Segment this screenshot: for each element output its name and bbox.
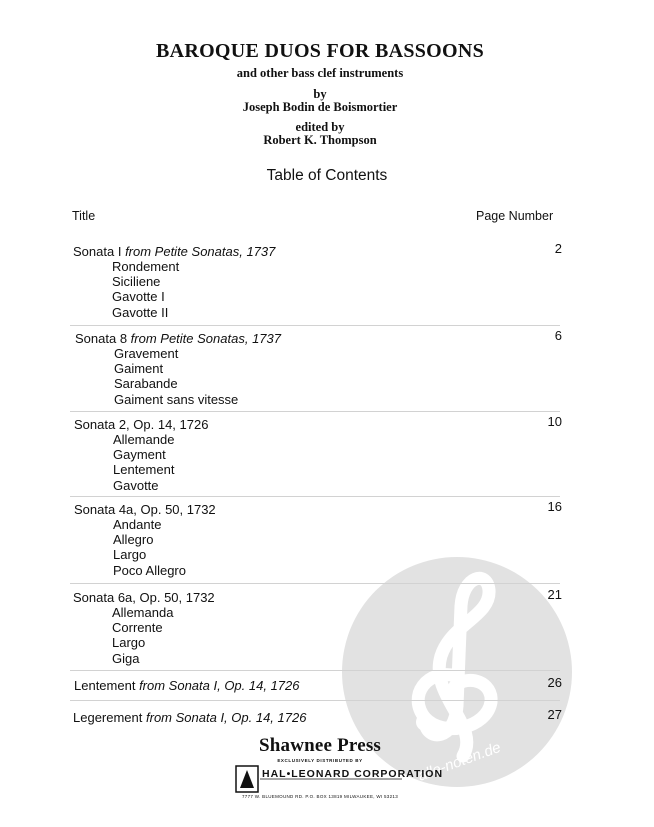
section-divider [70, 325, 560, 326]
entry-page-number: 21 [547, 587, 562, 602]
column-header-page-number: Page Number [476, 209, 554, 223]
movement-item: Andante [113, 517, 162, 532]
column-header-title: Title [72, 209, 96, 223]
movement-item: Gaiment [114, 361, 164, 377]
toc-heading: Table of Contents [266, 167, 388, 184]
publisher-address: 7777 W. BLUEMOUND RD. P.O. BOX 13819 MILWAUKEE, WI 53213 [241, 794, 399, 799]
entry-page-number: 26 [547, 675, 562, 690]
movement-item: Poco Allegro [113, 562, 186, 578]
movement-item: Allemande [113, 432, 175, 447]
distribution-note: EXCLUSIVELY DISTRIBUTED BY [277, 758, 363, 763]
watermark-text: alle-noten.de [415, 738, 504, 785]
movement-item: Gayment [113, 447, 166, 463]
movement-item: Lentement [113, 462, 175, 478]
movement-item: Gavotte I [112, 289, 165, 305]
by-line: by [313, 87, 327, 101]
movement-item: Gaiment sans vitesse [114, 391, 239, 407]
entry-page-number: 2 [554, 241, 562, 256]
distributor-logo-text: HAL•LEONARD CORPORATION [262, 768, 444, 780]
movement-item: Largo [112, 635, 146, 651]
movement-item: Gravement [114, 346, 179, 361]
section-divider [70, 670, 560, 671]
entry-title[interactable]: Sonata 4a, Op. 50, 1732 [74, 502, 216, 517]
publisher-name: Shawnee Press [258, 735, 382, 756]
movement-list [112, 605, 173, 666]
movement-item: Corrente [112, 620, 163, 636]
entry-title[interactable]: Sonata I from Petite Sonatas, 1737 [73, 244, 276, 259]
book-subtitle: and other bass clef instruments [236, 66, 404, 80]
movement-item: Siciliene [112, 274, 161, 290]
movement-item: Gavotte II [112, 304, 169, 320]
hal-leonard-logo [236, 766, 444, 792]
movement-item: Sarabande [114, 376, 178, 392]
section-divider [70, 700, 560, 701]
movement-item: Rondement [112, 259, 180, 274]
edited-by-line: edited by [295, 120, 345, 134]
movement-list [114, 346, 238, 407]
entry-page-number: 10 [547, 414, 562, 429]
entry-title[interactable]: Legerement from Sonata I, Op. 14, 1726 [73, 710, 307, 725]
entry-title[interactable]: Sonata 2, Op. 14, 1726 [74, 417, 209, 432]
movement-list [113, 432, 174, 493]
movement-list [112, 259, 179, 320]
section-divider [70, 496, 560, 497]
section-divider [70, 411, 560, 412]
entry-page-number: 6 [554, 328, 562, 343]
entry-page-number: 16 [547, 499, 562, 514]
movement-item: Allegro [113, 532, 154, 548]
entry-title[interactable]: Sonata 8 from Petite Sonatas, 1737 [75, 331, 281, 346]
entry-title[interactable]: Lentement from Sonata I, Op. 14, 1726 [74, 678, 300, 693]
clef-dot [416, 713, 434, 731]
composer-name: Joseph Bodin de Boismortier [242, 100, 398, 114]
editor-name: Robert K. Thompson [263, 133, 377, 147]
movement-list [113, 517, 186, 578]
book-title: BAROQUE DUOS FOR BASSOONS [155, 40, 485, 62]
movement-item: Gavotte [113, 477, 159, 493]
movement-item: Largo [113, 547, 147, 563]
entry-title[interactable]: Sonata 6a, Op. 50, 1732 [73, 590, 215, 605]
movement-item: Allemanda [112, 605, 174, 620]
entry-page-number: 27 [547, 707, 562, 722]
section-divider [70, 583, 560, 584]
movement-item: Giga [112, 650, 140, 666]
